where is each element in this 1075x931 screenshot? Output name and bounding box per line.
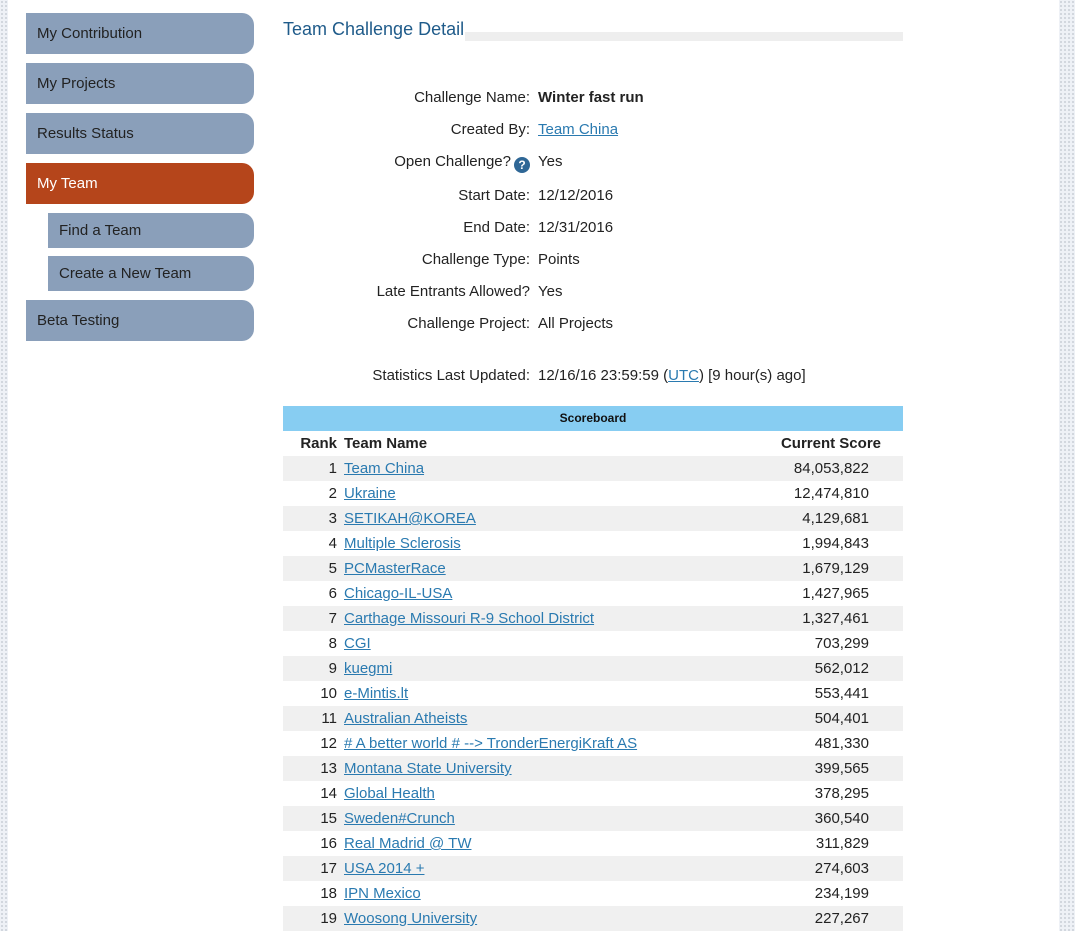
rank-cell: 16: [320, 835, 337, 852]
team-link[interactable]: Real Madrid @ TW: [344, 835, 472, 852]
challenge-name-row: [283, 87, 903, 109]
stats-updated-row: [283, 365, 903, 387]
team-link[interactable]: IPN Mexico: [344, 885, 421, 902]
created-by-value: [538, 119, 618, 141]
table-row: [283, 731, 903, 756]
rank-cell: 5: [328, 560, 337, 577]
late-entrants-row: [283, 281, 903, 303]
team-name-cell: [344, 456, 424, 481]
table-row: [283, 831, 903, 856]
team-link[interactable]: kuegmi: [344, 660, 393, 677]
team-link[interactable]: Team China: [344, 460, 425, 477]
sidebar-item-beta-testing[interactable]: Beta Testing: [26, 300, 254, 341]
team-link[interactable]: # A better world # --> TronderEnergiKraft AS: [344, 735, 638, 752]
team-link[interactable]: Woosong University: [344, 910, 478, 927]
rank-cell: 12: [320, 735, 337, 752]
challenge-type-row: [283, 249, 903, 271]
right-decoration: [1059, 0, 1075, 931]
team-link[interactable]: Australian Atheists: [344, 710, 468, 727]
challenge-name-label: Challenge Name:: [414, 89, 530, 106]
scoreboard-table: [283, 406, 903, 931]
score-cell: 234,199: [814, 885, 869, 902]
table-row: [283, 606, 903, 631]
team-name-cell: [344, 631, 371, 656]
team-name-cell: [344, 906, 477, 931]
created-by-link[interactable]: Team China: [538, 121, 619, 138]
table-row: [283, 581, 903, 606]
end-date-row: [283, 217, 903, 239]
rank-cell: 19: [320, 910, 337, 927]
start-date-row: [283, 185, 903, 207]
score-cell: 311,829: [815, 835, 869, 852]
rank-cell: 15: [320, 810, 337, 827]
score-cell: 12,474,810: [793, 485, 869, 502]
score-cell: 84,053,822: [793, 460, 869, 477]
table-row: [283, 881, 903, 906]
sidebar-item-results-status[interactable]: Results Status: [26, 113, 254, 154]
rank-cell: 3: [328, 510, 337, 527]
challenge-project-label: Challenge Project:: [407, 315, 530, 332]
created-by-row: [283, 119, 903, 141]
rank-cell: 13: [320, 760, 337, 777]
team-name-cell: [344, 531, 461, 556]
table-row: [283, 681, 903, 706]
team-link[interactable]: PCMasterRace: [344, 560, 446, 577]
table-row: [283, 456, 903, 481]
table-row: [283, 531, 903, 556]
score-cell: 703,299: [814, 635, 869, 652]
sidebar-item-my-projects[interactable]: My Projects: [26, 63, 254, 104]
score-cell: 360,540: [814, 810, 869, 827]
team-name-cell: [344, 831, 471, 856]
team-link[interactable]: Carthage Missouri R-9 School District: [344, 610, 595, 627]
team-name-cell: [344, 681, 408, 706]
open-challenge-label: Open Challenge?: [394, 153, 511, 170]
open-challenge-value: Yes: [538, 153, 563, 170]
team-link[interactable]: Ukraine: [344, 485, 396, 502]
table-row: [283, 706, 903, 731]
table-row: [283, 556, 903, 581]
end-date-label: End Date:: [463, 219, 530, 236]
rank-cell: 2: [328, 485, 337, 502]
utc-link[interactable]: UTC: [668, 367, 699, 384]
team-link[interactable]: Montana State University: [344, 760, 512, 777]
team-name-cell: [344, 706, 467, 731]
rank-cell: 14: [320, 785, 337, 802]
table-row: [283, 631, 903, 656]
table-row: [283, 506, 903, 531]
team-link[interactable]: Sweden#Crunch: [344, 810, 455, 827]
table-row: [283, 656, 903, 681]
late-entrants-label: Late Entrants Allowed?: [376, 283, 530, 300]
team-name-cell: [344, 881, 421, 906]
sidebar-item-create-a-new-team[interactable]: Create a New Team: [48, 256, 254, 291]
help-icon[interactable]: ?: [514, 157, 530, 173]
rank-column-header: Rank: [300, 435, 337, 452]
page-header: [283, 19, 903, 43]
team-name-cell: [344, 756, 512, 781]
rank-cell: 4: [328, 535, 337, 552]
title-underline-bar: [465, 32, 903, 41]
stats-updated-time: 12/16/16 23:59:59 (: [538, 367, 669, 384]
open-challenge-row: [283, 151, 903, 173]
sidebar-item-my-team[interactable]: My Team: [26, 163, 254, 204]
table-row: [283, 856, 903, 881]
stats-updated-value: [538, 365, 806, 387]
end-date-value: 12/31/2016: [538, 219, 614, 236]
team-link[interactable]: SETIKAH@KOREA: [344, 510, 476, 527]
page-title: Team Challenge Detail: [283, 19, 465, 39]
team-name-cell: [344, 506, 476, 531]
sidebar-item-my-contribution[interactable]: My Contribution: [26, 13, 254, 54]
score-cell: 378,295: [814, 785, 869, 802]
rank-cell: 1: [328, 460, 337, 477]
score-cell: 227,267: [814, 910, 869, 927]
score-cell: 553,441: [814, 685, 869, 702]
score-cell: 1,994,843: [802, 535, 869, 552]
stats-updated-label: Statistics Last Updated:: [372, 367, 530, 384]
score-cell: 1,427,965: [802, 585, 869, 602]
score-cell: 562,012: [814, 660, 869, 677]
rank-cell: 9: [328, 660, 337, 677]
scoreboard-column-headers: [283, 431, 903, 456]
rank-cell: 18: [320, 885, 337, 902]
score-cell: 504,401: [814, 710, 869, 727]
team-name-cell: [344, 856, 424, 881]
team-name-cell: [344, 806, 455, 831]
start-date-label: Start Date:: [458, 187, 530, 204]
challenge-project-value: All Projects: [538, 315, 614, 332]
team-name-cell: [344, 481, 396, 506]
table-row: [283, 781, 903, 806]
score-cell: 4,129,681: [802, 510, 869, 527]
team-name-cell: [344, 581, 452, 606]
scoreboard-body: [283, 456, 903, 931]
score-cell: 1,679,129: [802, 560, 869, 577]
team-name-cell: [344, 781, 435, 806]
current-score-column-header: Current Score: [780, 435, 881, 452]
team-name-cell: [344, 731, 637, 756]
team-link[interactable]: Global Health: [344, 785, 435, 802]
score-cell: 481,330: [814, 735, 869, 752]
rank-cell: 10: [320, 685, 337, 702]
scoreboard-heading: Scoreboard: [283, 406, 903, 431]
challenge-type-value: Points: [538, 251, 580, 268]
rank-cell: 17: [320, 860, 337, 877]
challenge-type-label: Challenge Type:: [421, 251, 530, 268]
score-cell: 274,603: [814, 860, 869, 877]
rank-cell: 11: [321, 710, 337, 727]
table-row: [283, 756, 903, 781]
team-name-cell: [344, 606, 594, 631]
rank-cell: 6: [328, 585, 337, 602]
sidebar-item-find-a-team[interactable]: Find a Team: [48, 213, 254, 248]
score-cell: 1,327,461: [802, 610, 869, 627]
table-row: [283, 906, 903, 931]
rank-cell: 7: [328, 610, 337, 627]
challenge-name-value: Winter fast run: [538, 89, 644, 106]
team-link[interactable]: USA 2014 +: [344, 860, 425, 877]
score-cell: 399,565: [814, 760, 869, 777]
page-container: [8, 0, 1059, 931]
team-link[interactable]: Multiple Sclerosis: [344, 535, 461, 552]
open-challenge-label-group: [394, 151, 530, 173]
table-row: [283, 806, 903, 831]
stats-updated-ago: ) [9 hour(s) ago]: [698, 367, 806, 384]
team-link[interactable]: CGI: [344, 635, 371, 652]
left-decoration: [0, 0, 8, 931]
team-link[interactable]: Chicago-IL-USA: [344, 585, 453, 602]
rank-cell: 8: [328, 635, 337, 652]
table-row: [283, 481, 903, 506]
team-name-cell: [344, 656, 392, 681]
start-date-value: 12/12/2016: [538, 187, 614, 204]
created-by-label: Created By:: [450, 121, 530, 138]
team-name-column-header: Team Name: [344, 435, 428, 452]
team-link[interactable]: e-Mintis.lt: [344, 685, 409, 702]
team-name-cell: [344, 556, 446, 581]
late-entrants-value: Yes: [538, 283, 563, 300]
challenge-project-row: [283, 313, 903, 335]
